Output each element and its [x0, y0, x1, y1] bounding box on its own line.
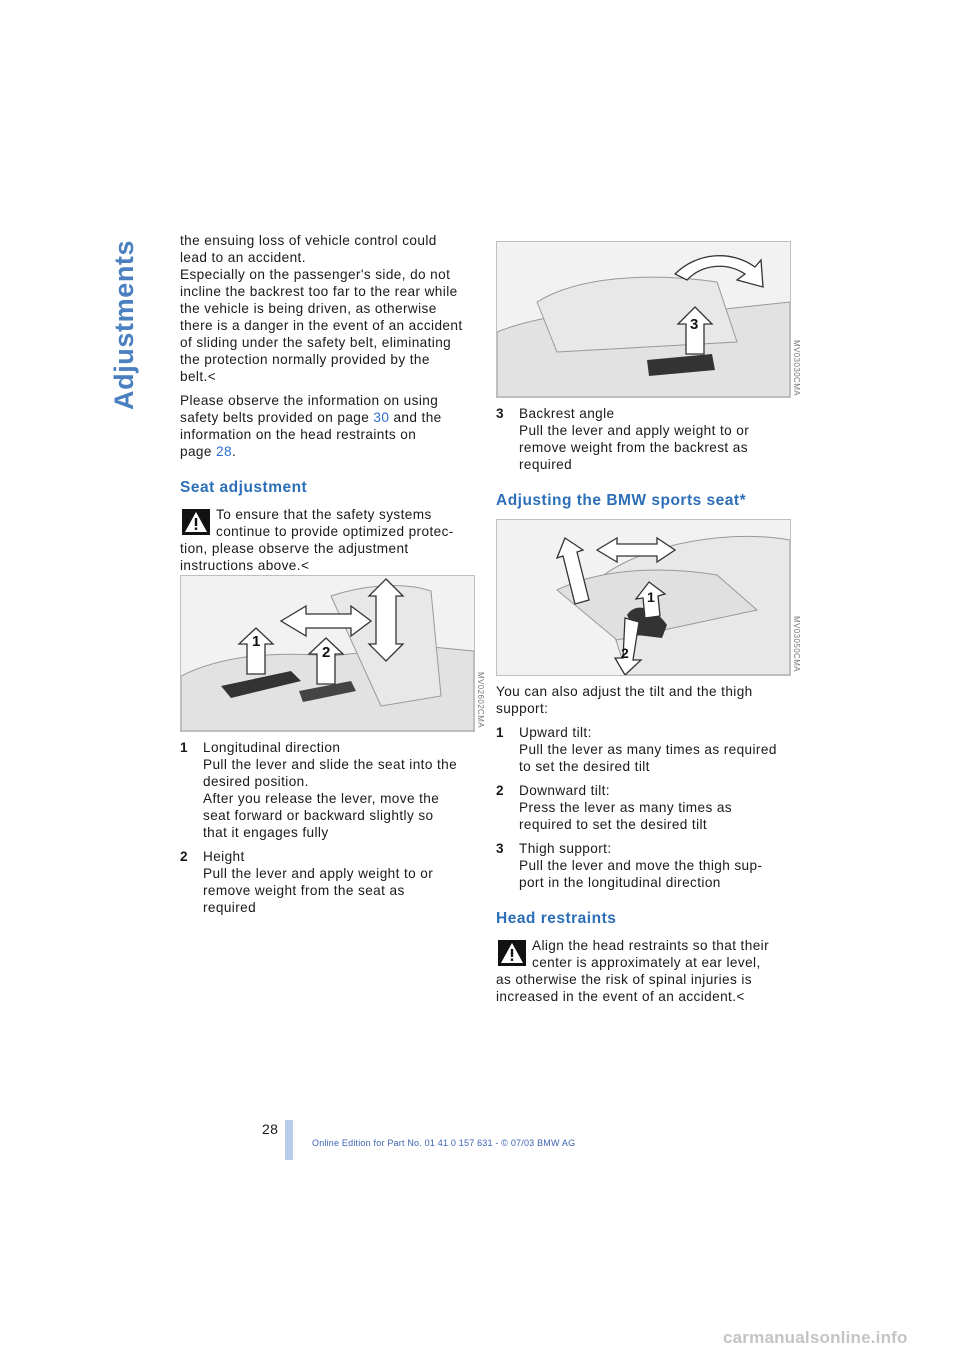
- figure-code: MV03050CMA: [792, 616, 801, 673]
- text-fragment: .: [231, 444, 237, 459]
- text-fragment: page: [180, 444, 217, 459]
- heading-head-restraints: Head restraints: [496, 910, 617, 927]
- text-line: the ensuing loss of vehicle control could: [180, 233, 437, 248]
- item-number: 2: [180, 849, 188, 864]
- text-line: Please observe the information on using: [180, 393, 439, 408]
- page-number: 28: [262, 1121, 279, 1137]
- text-line: Pull the lever and apply weight to or: [203, 866, 434, 881]
- figure-code: MV03030CMA: [792, 340, 801, 397]
- text-line: that it engages fully: [203, 825, 329, 840]
- warning-seat-adjustment: [180, 506, 475, 574]
- paragraph-references: [180, 392, 475, 460]
- text-line: as otherwise the risk of spinal injuries is: [496, 972, 752, 987]
- text-line: Height: [203, 849, 245, 864]
- list-item: [496, 724, 792, 775]
- text-fragment: safety belts provided on page: [180, 410, 374, 425]
- text-line: required: [203, 900, 257, 915]
- svg-text:2: 2: [322, 644, 331, 661]
- text-line: remove weight from the backrest as: [519, 440, 748, 455]
- figure-backrest: [496, 241, 801, 398]
- list-item: [496, 782, 792, 833]
- text-line: instructions above.<: [180, 558, 310, 573]
- left-column: [180, 232, 475, 582]
- figure-seat-adjustment: [180, 575, 485, 732]
- figure-sports-seat: [496, 519, 801, 676]
- figure-code: MV02602CMA: [476, 672, 485, 729]
- text-line: to set the desired tilt: [519, 759, 650, 774]
- page-link-28[interactable]: 28: [216, 444, 232, 459]
- item-body: [519, 405, 792, 473]
- text-line: Align the head restraints so that their: [532, 938, 770, 953]
- text-line: port in the longitudinal direction: [519, 875, 721, 890]
- text-line: Pull the lever and apply weight to or: [519, 423, 750, 438]
- text-line: center is approximately at ear level,: [532, 955, 761, 970]
- text-line: You can also adjust the tilt and the thigh: [496, 684, 753, 699]
- footer-edition-note: Online Edition for Part No. 01 41 0 157 631 - © 07/03 BMW AG: [312, 1138, 576, 1148]
- text-line: To ensure that the safety systems: [216, 507, 432, 522]
- page-marker-bar: [285, 1120, 293, 1160]
- item-number: 1: [180, 740, 188, 755]
- heading-sports-seat: Adjusting the BMW sports seat*: [496, 492, 747, 509]
- text-line: [180, 409, 475, 426]
- item-number: 3: [496, 841, 504, 856]
- text-line: Thigh support:: [519, 841, 612, 856]
- text-line: tion, please observe the adjustment: [180, 541, 409, 556]
- text-line: Pull the lever as many times as required: [519, 742, 777, 757]
- text-line: desired position.: [203, 774, 309, 789]
- text-fragment: and the: [389, 410, 442, 425]
- item-body: [519, 782, 792, 833]
- text-line: there is a danger in the event of an accident: [180, 318, 463, 333]
- text-line: Longitudinal direction: [203, 740, 341, 755]
- warning-triangle-icon: [182, 509, 210, 535]
- left-items: [180, 739, 475, 923]
- right-column: [496, 405, 792, 519]
- text-line: Especially on the passenger's side, do not: [180, 267, 451, 282]
- item-body: [519, 840, 792, 891]
- text-line: information on the head restraints on: [180, 427, 417, 442]
- text-line: belt.<: [180, 369, 217, 384]
- list-item: [180, 848, 475, 916]
- text-line: [180, 443, 475, 460]
- text-line: the vehicle is being driven, as otherwise: [180, 301, 437, 316]
- text-line: seat forward or backward slightly so: [203, 808, 434, 823]
- text-line: Backrest angle: [519, 406, 615, 421]
- item-body: [203, 848, 475, 916]
- list-item: [180, 739, 475, 841]
- text-line: continue to provide optimized protec-: [216, 524, 454, 539]
- svg-text:1: 1: [647, 589, 656, 605]
- watermark: carmanualsonline.info: [723, 1328, 908, 1347]
- item-body: [203, 739, 475, 841]
- paragraph-intro: [496, 683, 792, 717]
- right-lower-column: [496, 683, 792, 1013]
- item-number: 1: [496, 725, 504, 740]
- text-line: After you release the lever, move the: [203, 791, 440, 806]
- item-number: 2: [496, 783, 504, 798]
- text-line: support:: [496, 701, 549, 716]
- text-line: Downward tilt:: [519, 783, 610, 798]
- text-line: required: [519, 457, 573, 472]
- text-line: remove weight from the seat as: [203, 883, 405, 898]
- list-item: [496, 840, 792, 891]
- warning-head-restraints: [496, 937, 792, 1005]
- page-link-30[interactable]: 30: [373, 410, 390, 425]
- svg-text:1: 1: [252, 633, 261, 650]
- text-line: lead to an accident.: [180, 250, 306, 265]
- side-title-text: Adjustments: [109, 239, 139, 410]
- svg-text:3: 3: [690, 316, 699, 333]
- warning-triangle-icon: [498, 940, 526, 966]
- text-line: Press the lever as many times as: [519, 800, 733, 815]
- svg-text:2: 2: [621, 645, 630, 661]
- text-line: increased in the event of an accident.<: [496, 989, 745, 1004]
- list-item: [496, 405, 792, 473]
- text-line: incline the backrest too far to the rear while: [180, 284, 458, 299]
- item-number: 3: [496, 406, 504, 421]
- seat-adjustment-illustration: [181, 576, 474, 731]
- item-body: [519, 724, 792, 775]
- sports-seat-illustration: [497, 520, 790, 675]
- paragraph-belt-warning: [180, 232, 475, 385]
- text-line: Upward tilt:: [519, 725, 592, 740]
- text-line: of sliding under the safety belt, eliminating: [180, 335, 452, 350]
- text-line: Pull the lever and move the thigh sup-: [519, 858, 763, 873]
- heading-seat-adjustment: Seat adjustment: [180, 479, 308, 496]
- text-line: the protection normally provided by the: [180, 352, 430, 367]
- backrest-illustration: [497, 242, 790, 397]
- text-line: required to set the desired tilt: [519, 817, 708, 832]
- text-line: Pull the lever and slide the seat into the: [203, 757, 458, 772]
